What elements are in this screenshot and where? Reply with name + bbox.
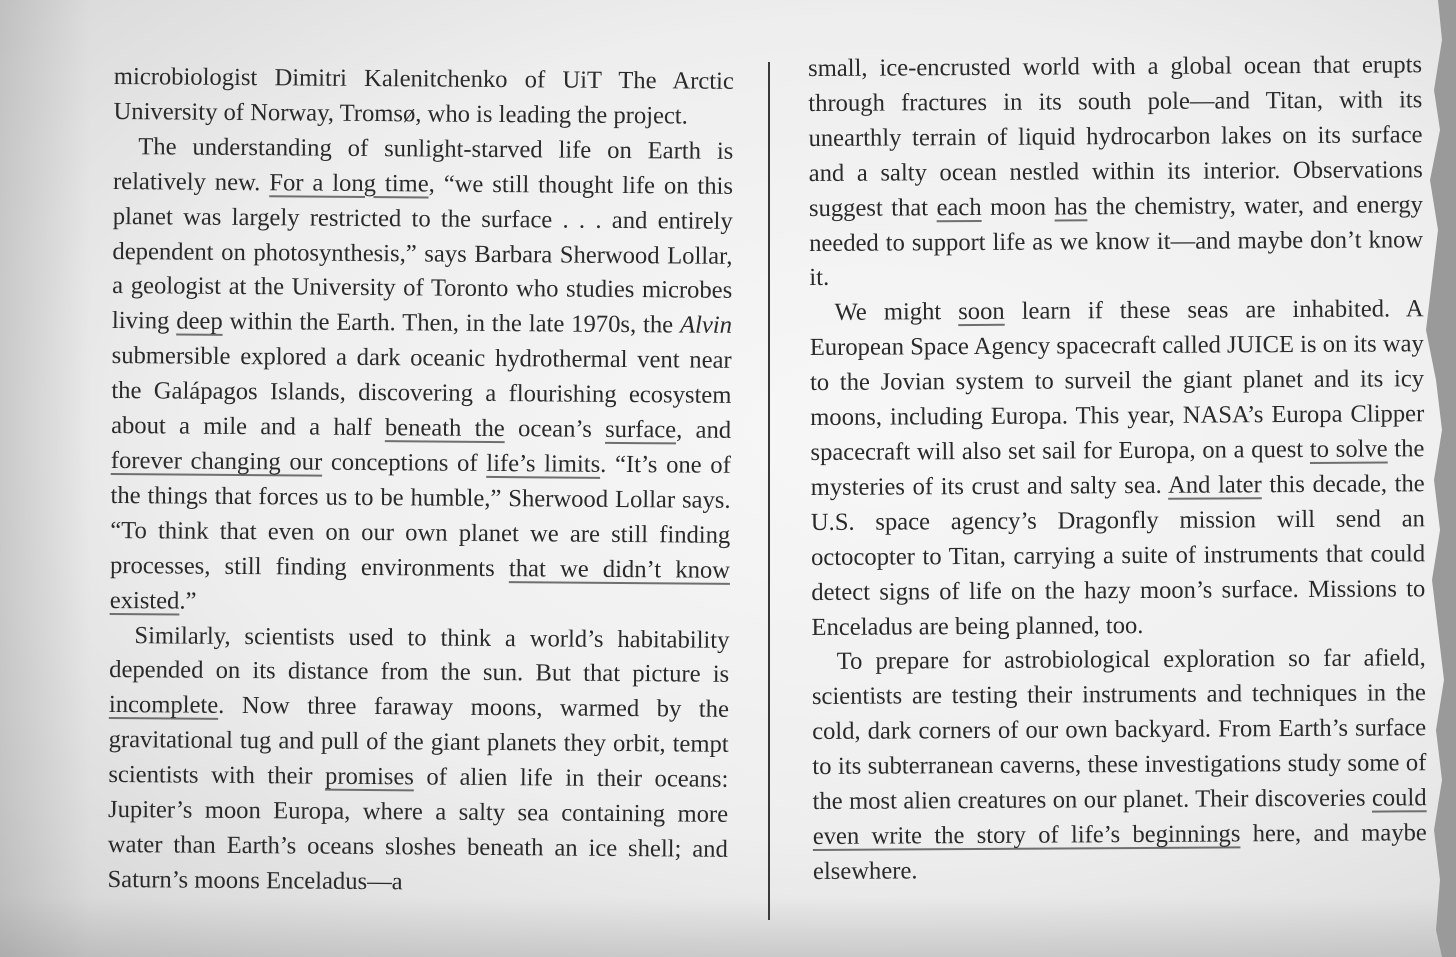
right-paragraph-3 — [812, 642, 1427, 890]
underlined-phrase: forever changing our — [110, 446, 323, 476]
text: the mysteries of its crust and salty sea. — [810, 435, 1425, 501]
text: of alien life in their oceans: Jupiter’s moon Europa, where a salty sea containing more water than Earth’s oceans sloshes beneath an ice shell; and Saturn’s moons Enceladus—a — [107, 763, 729, 896]
underlined-phrase: could even write the story of life’s beginnings — [812, 784, 1427, 850]
text: within the Earth. Then, in the late 1970s, the — [222, 308, 681, 339]
right-paragraph-1 — [808, 48, 1423, 296]
text: submersible explored a dark oceanic hydrothermal vent near the Galápagos Islands, discovering a flourishing ecosystem about a mile and a half — [111, 342, 732, 442]
underlined-phrase: And later — [1167, 471, 1262, 499]
underlined-phrase: beneath the — [384, 414, 505, 443]
underlined-phrase: that we didn’t know existed — [109, 554, 731, 615]
underlined-phrase: to solve — [1309, 435, 1388, 463]
text: .” — [179, 587, 197, 615]
text: microbiologist Dimitri Kalenitchenko of UiT The Arctic University of Norway, Tromsø, who is leading the project. — [113, 62, 734, 130]
underlined-phrase: promises — [324, 762, 414, 791]
text: We might — [834, 298, 959, 327]
underlined-phrase: surface — [605, 415, 677, 444]
underlined-phrase: has — [1054, 192, 1088, 221]
left-paragraph-3 — [107, 618, 729, 902]
text: , “we still thought life on this planet was largely restricted to the surface . . . and entirely dependent on photosynthesis,” says Barbara Sherwood Lollar, a geologist at the University of Toronto who studies microbes living — [111, 170, 734, 335]
underlined-phrase: deep — [176, 307, 223, 336]
text: The understanding of sunlight-starved life on Earth is relatively new. — [112, 133, 734, 196]
text: this decade, the U.S. space agency’s Dragonfly mission will send an octocopter to Titan, carrying a suite of instruments that could detect signs of life on the hazy moon’s surface. Missions to Enceladus are being planned, too. — [810, 470, 1426, 641]
text: Similarly, scientists used to think a world’s habitability depended on its distance from the sun. But that picture is — [109, 621, 730, 689]
text: . “It’s one of the things that forces us to be humble,” Sherwood Lollar says. “To think that even on our own planet we are still finding processes, still finding environments — [109, 450, 731, 582]
text: learn if these seas are inhabited. A European Space Agency spacecraft called JUICE is on its way to the Jovian system to surveil the giant planet and its icy moons, including Europa. This year, NASA’s Europa Clipper spacecraft will also set sail for Europa, on a quest — [809, 295, 1425, 466]
text: here, and maybe elsewhere. — [812, 819, 1427, 885]
text: small, ice-encrusted world with a global ocean that erupts through fractures in its south pole—and Titan, with its unearthly terrain of liquid hydrocarbon lakes on its surface and a salty ocean nestled within its interior. Observations suggest that — [808, 51, 1423, 222]
right-paragraph-2 — [809, 293, 1425, 646]
page-shadow-bottom — [0, 897, 1456, 957]
right-text-column — [808, 48, 1427, 889]
left-paragraph-1 — [113, 60, 734, 135]
underlined-phrase: soon — [958, 298, 1005, 326]
left-paragraph-2 — [110, 130, 734, 624]
underlined-phrase: incomplete — [108, 691, 219, 720]
underlined-phrase: For a long time — [269, 168, 429, 198]
column-divider-rule — [768, 62, 770, 920]
text: ocean’s — [504, 415, 606, 443]
underlined-phrase: life’s limits — [486, 449, 601, 478]
text: conceptions of — [322, 448, 487, 477]
left-text-column — [107, 60, 734, 903]
text: , and — [676, 416, 732, 444]
text: . Now three faraway moons, warmed by the gravitational tug and pull of the giant planets they orbit, tempt scientists with their — [108, 692, 730, 790]
text: the chemistry, water, and energy needed to support life as we know it—and maybe don’t know it. — [809, 190, 1424, 292]
italic-ship-name: Alvin — [679, 311, 733, 340]
text: To prepare for astrobiological exploration so far afield, scientists are testing their instruments and techniques in the cold, dark corners of our own backyard. From Earth’s surface to its subterranean caverns, these investigations study some of the most alien creatures on our planet. Their discoveries — [811, 644, 1427, 816]
underlined-phrase: each — [936, 193, 982, 221]
page-shadow-left — [0, 0, 90, 957]
text: moon — [981, 193, 1055, 221]
